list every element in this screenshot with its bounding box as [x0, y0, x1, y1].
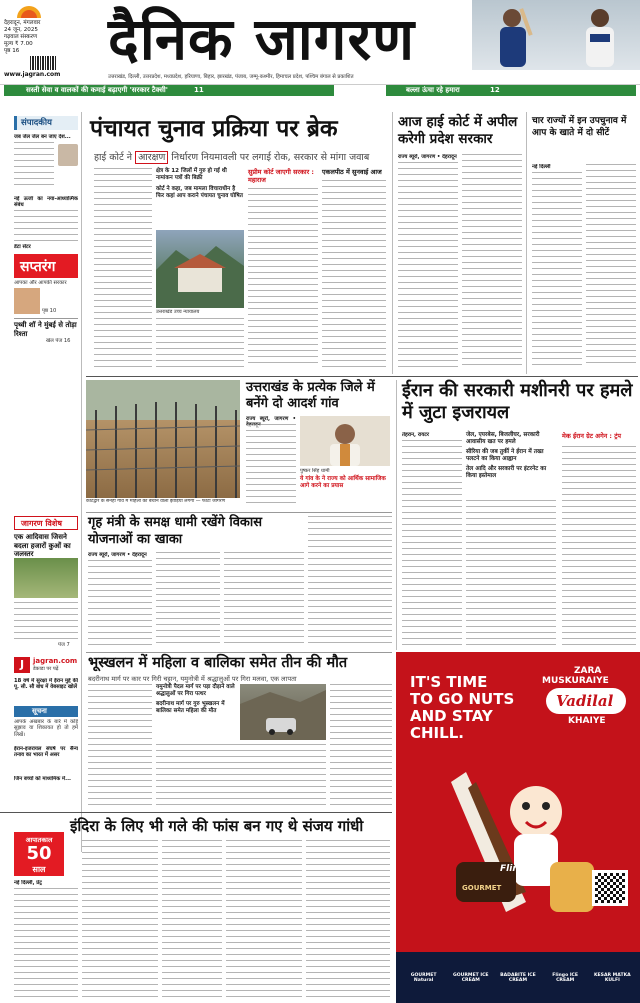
ticker-right-text: बल्ला ऊंचा रहे हमारा — [406, 86, 460, 94]
vishesh-photo — [14, 558, 78, 598]
emergency-badge-top: आपातकाल — [25, 836, 53, 844]
appeal-story — [396, 112, 524, 374]
suchna-header — [14, 706, 78, 717]
fence-photo — [86, 380, 240, 498]
editorial-item-1[interactable]: जब जेल जेल बन जाए देश... — [14, 134, 71, 140]
masthead — [0, 0, 640, 100]
editorial-title: संपादकीय — [21, 118, 52, 128]
side-box-1-title[interactable]: सुप्रीम कोर्ट जाएगी सरकार : महाराज — [248, 168, 314, 184]
ad-footer-5: KESAR MATKA KULFI — [593, 972, 631, 983]
ad-headline-3: AND STAY — [410, 707, 493, 725]
ad-brand-logo — [546, 688, 626, 714]
mumbai-item[interactable]: पृथ्वी शॉ ने मुंबई से तोड़ा रिश्ता — [14, 321, 77, 338]
side-box-2-title[interactable]: एकलपीठ में सुनवाई आज — [322, 168, 382, 176]
high-court-photo — [156, 230, 244, 308]
ad-footer-4: Flingo ICE CREAM — [552, 972, 579, 983]
ad-brand: Vadilal — [556, 692, 614, 710]
sanjay-byline: नई दिल्ली, प्रेट्र — [14, 880, 42, 886]
sanjay-title[interactable]: इंदिरा के लिए भी गले की फांस बन गए थे संजय गांधी — [70, 817, 364, 835]
edition-city: देहरादून, मंगलवार — [4, 20, 41, 26]
landslide-bullet-1: यमुनोत्री पैदल मार्ग पर पड़ा दौड़ाने वाले श्रद्धालुओं पर गिरा पत्थर — [156, 684, 235, 697]
lead-subtitle-post: निर्धारण नियमावली पर लगाई रोक, सरकार से मांगा जवाब — [171, 152, 370, 163]
ad-footer-1: GOURMET Natural — [410, 972, 437, 983]
ad-footer-2: GOURMET ICE CREAM — [452, 972, 489, 983]
ticker-right[interactable] — [386, 85, 636, 96]
vishesh-page: पेज 7 — [58, 642, 70, 648]
edition-date: 24 जून, 2025 — [4, 27, 38, 33]
website-link[interactable]: www.jagran.com — [4, 71, 61, 78]
ticker-bar — [0, 84, 640, 96]
side-box-1-body — [248, 188, 318, 368]
ad-muskuraiye: MUSKURAIYE — [542, 676, 609, 686]
author-avatar — [58, 144, 78, 166]
lead-bullet-2: कोर्ट ने कहा, जब मामला विचाराधीन है फिर कहां आप कराने पंचायत चुनाव घोषित — [156, 186, 243, 199]
bypoll-story — [530, 112, 638, 374]
dhami-title[interactable]: गृह मंत्री के समक्ष धामी रखेंगे विकास योजनाओं का खाका — [88, 515, 263, 547]
ad-headline-1: IT'S TIME — [410, 673, 488, 691]
sanjay-body-5 — [306, 840, 390, 1000]
uttarakhand-story — [244, 380, 392, 510]
ticker-right-page: 12 — [490, 86, 500, 94]
ad-zara: ZARA — [574, 666, 602, 676]
landslide-bullet-2: बदरीनाथ मार्ग पर गुरु भूस्खलन में बालिका समेत महिला की मौत — [156, 701, 225, 714]
iran-side-body — [562, 446, 636, 646]
jagran-com-sub: डेकाडा पर पढ़ें — [33, 666, 59, 672]
ad-headline-4: CHILL. — [410, 724, 464, 742]
fence-photo-caption: कोटद्वार के सनेही गांव में महिला को बचाने वाली झाड़ियां लगेगी — फोटो जागरण — [86, 499, 226, 504]
saptrang-box[interactable] — [14, 254, 78, 278]
price: मूल्य ₹ 7.00 — [4, 41, 33, 47]
cricket-photo — [472, 0, 640, 70]
uttarakhand-byline: राज्य ब्यूरो, जागरण • — [246, 416, 296, 422]
cities-line: उत्तराखंड, दिल्ली, उत्तरप्रदेश, मध्यप्रदेश, हरियाणा, बिहार, झारखंड, पंजाब, जम्मू-कश्मीर, हिमाचल प्रदेश, पश्चिम बंगाल से प्रकाशित — [108, 74, 354, 80]
iran-bullet-3: तेल आदि और सरकारी पर इंटरनेट का किया इस्तेमाल — [466, 466, 547, 479]
suchna-title: सूचना — [32, 707, 47, 715]
iran-title[interactable]: ईरान की सरकारी मशीनरी पर हमले में जुटा इजरायल — [402, 380, 633, 423]
dhami-byline: राज्य ब्यूरो, जागरण • देहरादून — [88, 552, 147, 558]
left-sidebar — [0, 112, 82, 852]
pages: पृष्ठ 16 — [4, 48, 20, 54]
sun-logo-icon — [14, 3, 44, 19]
sanjay-story — [0, 814, 392, 1003]
lead-title[interactable]: पंचायत चुनाव प्रक्रिया पर ब्रेक — [90, 115, 338, 142]
qr-code-icon[interactable] — [592, 870, 628, 906]
iran-byline: तेहरान, रायटर — [402, 432, 430, 438]
high-court-caption: उत्तराखंड उच्च न्यायालय — [156, 309, 200, 315]
ticker-left-page: 11 — [194, 86, 204, 94]
saptrang-photo — [14, 288, 40, 314]
jagran-com-label: jagran.com — [33, 657, 78, 665]
landslide-subtitle: बदरीनाथ मार्ग पर कार पर गिरी चट्टान, यमुनोत्री में श्रद्धालुओं पर गिरा मलवा, एक लापता — [88, 675, 297, 683]
appeal-title[interactable]: आज हाई कोर्ट में अपील करेगी प्रदेश सरकार — [398, 114, 518, 147]
ad-mascot-illustration — [426, 742, 606, 922]
ad-headline-2: TO GO NUTS — [410, 690, 515, 708]
appeal-body-1 — [398, 162, 458, 368]
iran-body-1 — [402, 440, 462, 646]
iran-body-2 — [466, 500, 556, 646]
jagran-com-box[interactable] — [14, 657, 78, 675]
landslide-body-2 — [156, 744, 326, 806]
dhami-body-3 — [224, 552, 304, 646]
dhami-photo-caption: पुष्कर सिंह धामी — [300, 468, 330, 474]
lead-subtitle — [94, 150, 394, 163]
ad-khaiye: KHAIYE — [568, 716, 606, 726]
appeal-body-2 — [462, 154, 522, 368]
jagran-com-body: 18 वर्ष में सुरक्षा में ईरान मुद्दे की पू. सी. सौ बांध में वेबसाइट खोलें — [14, 678, 78, 691]
iran-story — [400, 380, 638, 650]
saptrang-title: सप्तरंग — [20, 259, 56, 275]
ticker-left-text: सस्ती सेवा व वालकों की कमाई बढ़ाएगी 'सरकार टैक्सी' — [26, 86, 168, 94]
dhami-body-4 — [308, 516, 392, 646]
sanjay-body-1 — [14, 888, 78, 1000]
ad-product-flingo: Flingo — [500, 864, 532, 874]
uttarakhand-subnote: ये गांव के ने राज्य को आर्थिक सामाजिक आगे करने का प्रयास — [300, 476, 386, 489]
barcode-icon — [30, 56, 56, 70]
suchna-body: आपके अखबार के बारे में कोई सुझाव या शिकायत हो तो हमें लिखें। — [14, 719, 78, 738]
jagran-logo-icon: J — [14, 657, 30, 673]
lead-body-col-2 — [156, 318, 244, 368]
saptrang-page: पृष्ठ 10 — [42, 308, 57, 314]
emergency-badge — [14, 832, 64, 876]
sanjay-body-4 — [226, 840, 302, 1000]
newspaper-title: दैनिक जागरण — [108, 5, 416, 73]
landslide-title[interactable]: भूस्खलन में महिला व बालिका समेत तीन की मौत — [88, 654, 348, 671]
landslide-photo — [240, 684, 326, 740]
landslide-body-1 — [88, 684, 152, 806]
lead-story — [86, 112, 386, 374]
edition-name: गढ़वाल संस्करण — [4, 34, 38, 40]
dhami-body-2 — [156, 552, 220, 646]
lead-subtitle-box: आरक्षण — [135, 151, 168, 164]
dhami-photo — [300, 416, 390, 466]
iran-israel-note[interactable]: ईरान-इजरायल संघर्ष पर सैन्य तनाव का भारत में असर — [14, 746, 78, 759]
lead-subtitle-pre: हाई कोर्ट ने — [94, 152, 133, 163]
vishesh-headline[interactable]: एक आदिवास जिसने बदला हजारों कुओं का जलस्तर — [14, 533, 71, 558]
uttarakhand-body — [246, 424, 296, 506]
emergency-badge-bottom: साल — [32, 865, 46, 874]
bypoll-byline: नई दिल्ली — [532, 164, 551, 170]
iran-bullet-2: सीरिया की जब तुर्की ने ईरान में तख्त पलटने का किया आह्वान — [466, 449, 544, 462]
landslide-body-3 — [330, 684, 392, 806]
side-box-2-body — [322, 180, 386, 368]
lead-body-col-1 — [94, 168, 152, 368]
landslide-story — [86, 654, 392, 810]
vishesh-header — [14, 516, 78, 530]
ticker-left[interactable] — [4, 85, 334, 96]
editorial-item-3[interactable]: डेटा सेंटर — [14, 244, 31, 250]
appeal-byline: राज्य ब्यूरो, जागरण • देहरादून — [398, 154, 457, 160]
sidebar-last-item[interactable]: जिन बच्चों को माध्यमिक में... — [14, 776, 72, 782]
iran-bullet-1: जेल, एयरबेस, बिजलीघर, सरकारी आवासीय खत पर हमले — [466, 432, 540, 445]
uttarakhand-title[interactable]: उत्तराखंड के प्रत्येक जिले में बनेंगे दो आदर्श गांव — [246, 380, 375, 411]
editorial-item-2[interactable]: नई ऊर्जा का नया-आध्यात्मिक संबंध — [14, 196, 78, 209]
ad-headline — [410, 674, 530, 742]
bypoll-body-2 — [586, 164, 636, 368]
dhami-story — [86, 514, 392, 650]
editorial-body — [14, 142, 54, 188]
landslide-bullets — [156, 684, 236, 715]
saptrang-subtitle: आपका और आपकी सरकार — [14, 280, 67, 286]
iran-side-title[interactable]: मेक ईरान ग्रेट अगेन : ट्रंप — [562, 432, 622, 440]
lead-bullet-1: क्षेत्र के 12 जिलों में गुरु हो गई थी नामांकन पत्रों की बिक्री — [156, 168, 227, 181]
dhami-body-1 — [88, 560, 152, 646]
sanjay-body-3 — [162, 840, 222, 1000]
sanjay-body-2 — [82, 840, 158, 1000]
emergency-badge-num: 50 — [26, 843, 52, 864]
bypoll-body-1 — [532, 172, 582, 368]
vadilal-ad[interactable] — [396, 652, 640, 1003]
ad-footer-3: BADABITE ICE CREAM — [500, 972, 536, 983]
ad-product-gourmet: GOURMET — [462, 884, 502, 892]
editorial-body-2 — [14, 210, 78, 242]
ad-footer — [396, 952, 640, 1003]
vishesh-body — [14, 602, 78, 642]
vishesh-title: जागरण विशेष — [21, 519, 62, 528]
lead-bullet-box — [156, 168, 244, 228]
iran-bullets — [466, 432, 556, 480]
bypoll-title[interactable]: चार राज्यों में इन उपचुनाव में आप के खाते में दो सीटें — [532, 116, 627, 138]
editorial-header — [14, 116, 78, 130]
mumbai-page: खेल पेज 16 — [46, 338, 71, 344]
